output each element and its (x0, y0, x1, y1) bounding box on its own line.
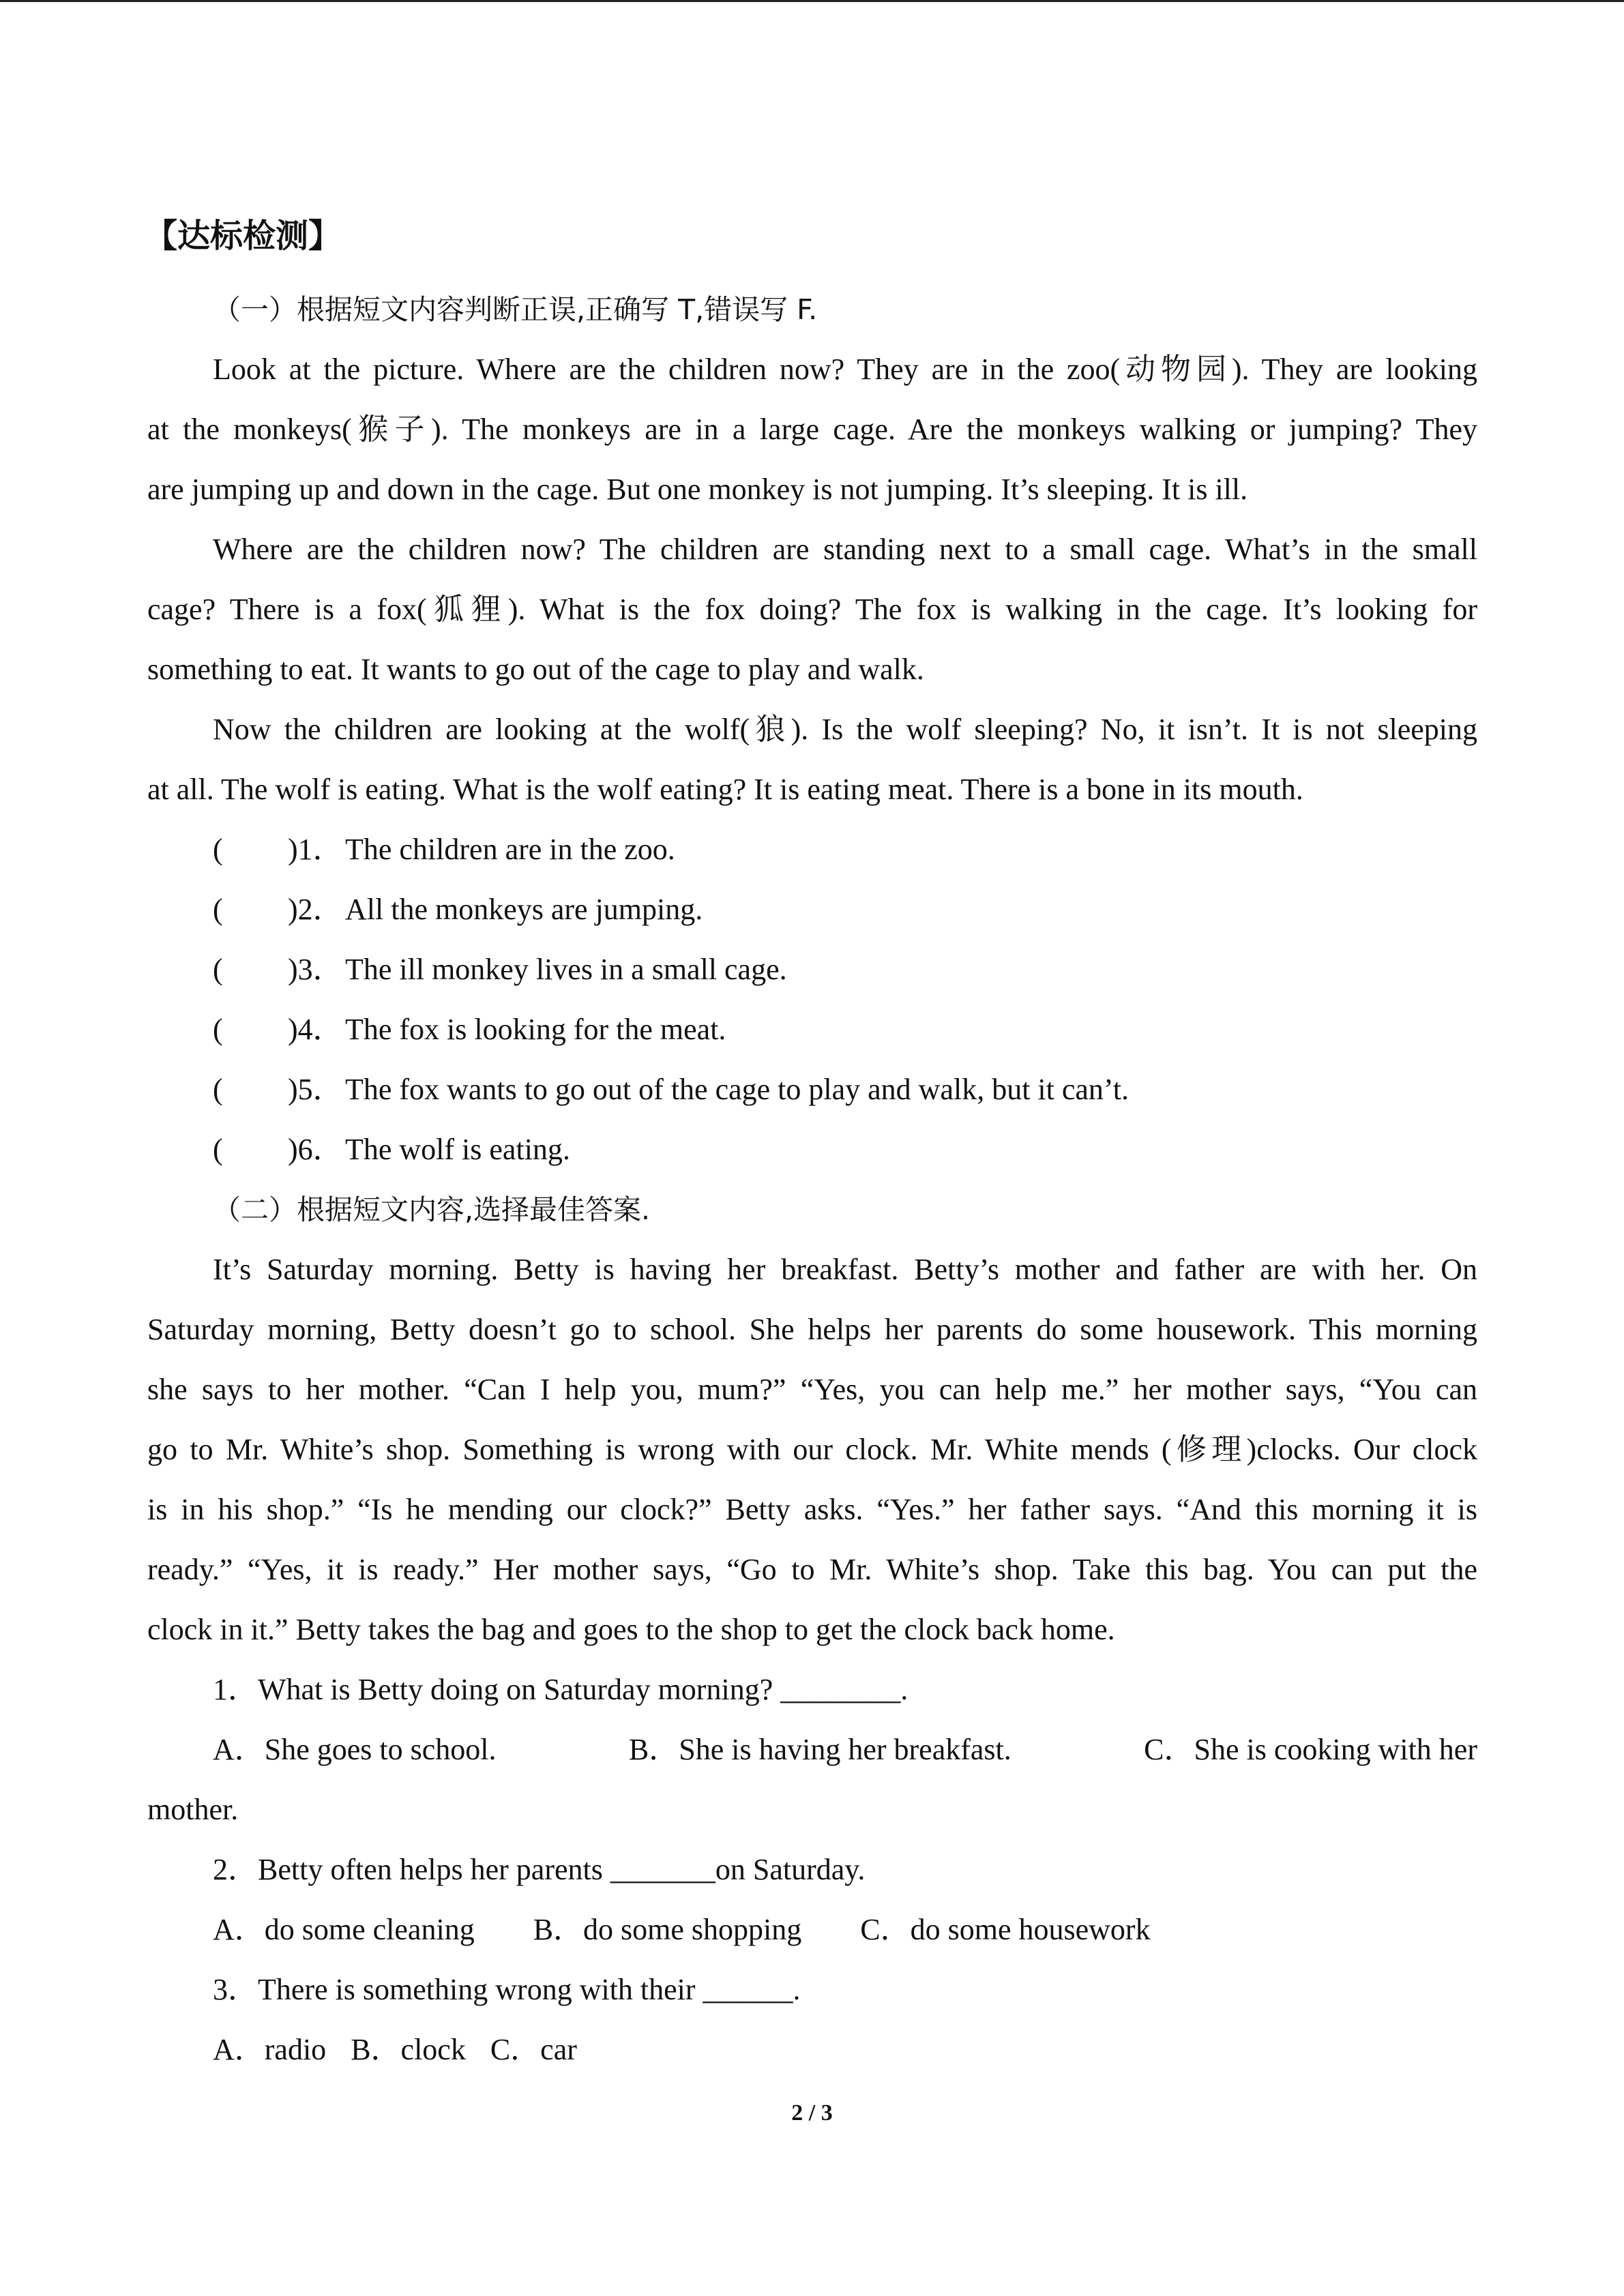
passage-line: go to Mr. White’s shop. Something is wrong with our clock. Mr. White mends (修理)clocks. Our clock (147, 1433, 1477, 1466)
question-text: The fox is looking for the meat. (345, 1013, 726, 1046)
question-number: )1． (288, 833, 343, 866)
passage-line: cage? There is a fox(狐狸). What is the fox doing? The fox is walking in the cage. It’s looking for (147, 593, 1477, 626)
option-c[interactable]: C．She is cooking with her (1144, 1733, 1477, 1766)
tf-question (147, 880, 1477, 940)
page-number: 2 / 3 (791, 2100, 833, 2126)
section-heading: 【达标检测】 (145, 217, 342, 255)
tf-question (147, 820, 1477, 880)
option-b[interactable]: B．clock (351, 2033, 466, 2066)
passage-line: are jumping up and down in the cage. But one monkey is not jumping. It’s sleeping. It is ill. (147, 473, 1248, 506)
passage-line: Where are the children now? The children are standing next to a small cage. What’s in the small (213, 533, 1477, 566)
passage-line: Saturday morning, Betty doesn’t go to school. She helps her parents do some housework. This morning (147, 1313, 1477, 1346)
option-a[interactable]: A．radio (213, 2033, 327, 2066)
answer-blank[interactable]: ( (213, 1013, 223, 1046)
question-number: )3． (288, 953, 343, 986)
option-a[interactable]: A．She goes to school. (213, 1733, 497, 1766)
multiple-choice-list (147, 1660, 1477, 2080)
answer-blank[interactable]: ( (213, 1133, 223, 1166)
option-continuation: mother. (147, 1793, 239, 1826)
answer-blank[interactable]: ( (213, 1073, 223, 1106)
section1-passage (147, 340, 1477, 820)
option-b[interactable]: B．She is having her breakfast. (628, 1733, 1012, 1766)
question-text: The children are in the zoo. (345, 833, 675, 866)
passage-line: ready.” “Yes, it is ready.” Her mother says, “Go to Mr. White’s shop. Take this bag. You can put the (147, 1553, 1477, 1586)
tf-question (147, 1120, 1477, 1180)
true-false-list (147, 820, 1477, 1180)
passage-line: at the monkeys(猴子). The monkeys are in a large cage. Are the monkeys walking or jumping? They (147, 413, 1477, 446)
tf-question (147, 1000, 1477, 1060)
question-stem: 3．There is something wrong with their ______. (213, 1973, 801, 2006)
section2-passage (147, 1240, 1477, 1660)
passage-line: is in his shop.” “Is he mending our clock?” Betty asks. “Yes.” her father says. “And this morning it is (147, 1493, 1477, 1526)
answer-options (147, 2020, 1477, 2080)
question-stem: 1．What is Betty doing on Saturday morning? ________. (213, 1673, 909, 1706)
passage-line: she says to her mother. “Can I help you, mum?” “Yes, you can help me.” her mother says, “You can (147, 1373, 1477, 1406)
question-stem: 2．Betty often helps her parents _______on Saturday. (213, 1853, 866, 1886)
question-number: )6． (288, 1133, 343, 1166)
question-number: )2． (288, 893, 343, 926)
question-number: )5． (288, 1073, 343, 1106)
passage-line: at all. The wolf is eating. What is the wolf eating? It is eating meat. There is a bone in its mouth. (147, 773, 1303, 806)
passage-line: Now the children are looking at the wolf(狼). Is the wolf sleeping? No, it isn’t. It is not sleeping (213, 713, 1477, 746)
question-text: The fox wants to go out of the cage to play and walk, but it can’t. (345, 1073, 1130, 1106)
top-border-line (0, 0, 1624, 2)
option-b[interactable]: B．do some shopping (533, 1913, 802, 1946)
option-a[interactable]: A．do some cleaning (213, 1913, 475, 1946)
answer-options (147, 1900, 1477, 1960)
answer-blank[interactable]: ( (213, 833, 223, 866)
tf-question (147, 1060, 1477, 1120)
worksheet-page (147, 205, 1477, 2080)
tf-question (147, 940, 1477, 1000)
question-text: The wolf is eating. (345, 1133, 570, 1166)
section1-instruction: （一）根据短文内容判断正误,正确写 T,错误写 F. (213, 293, 818, 326)
passage-line: Look at the picture. Where are the children now? They are in the zoo(动物园). They are looking (213, 353, 1477, 386)
passage-line: clock in it.” Betty takes the bag and goes to the shop to get the clock back home. (147, 1613, 1115, 1646)
question-text: The ill monkey lives in a small cage. (345, 953, 787, 986)
answer-blank[interactable]: ( (213, 893, 223, 926)
passage-line: It’s Saturday morning. Betty is having her breakfast. Betty’s mother and father are with her. On (213, 1253, 1477, 1286)
option-c[interactable]: C．car (490, 2033, 577, 2066)
question-number: )4． (288, 1013, 343, 1046)
answer-options (147, 1720, 1477, 1780)
option-c[interactable]: C．do some housework (860, 1913, 1151, 1946)
passage-line: something to eat. It wants to go out of the cage to play and walk. (147, 653, 924, 686)
answer-blank[interactable]: ( (213, 953, 223, 986)
question-text: All the monkeys are jumping. (345, 893, 703, 926)
section2-instruction: （二）根据短文内容,选择最佳答案. (213, 1193, 651, 1226)
